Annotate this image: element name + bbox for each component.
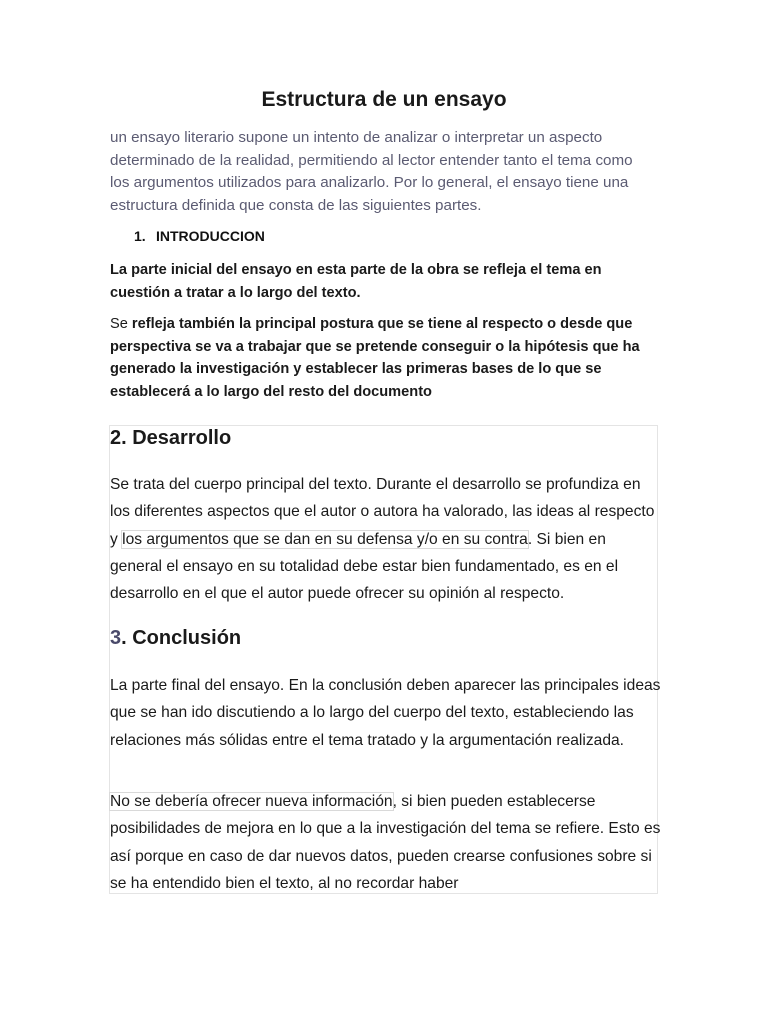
- section-heading-label: INTRODUCCION: [156, 228, 265, 244]
- desarrollo-paragraph: [110, 471, 662, 607]
- paragraph-text: . Si bien en general el ensayo en su totalidad debe estar bien fundamentado, es en el desarrollo en el que el autor puede ofrecer su opinión al respecto.: [110, 530, 619, 603]
- paragraph-lead-word: Se: [110, 316, 128, 332]
- introduccion-paragraph-2: [110, 313, 655, 403]
- conclusion-paragraph-1: La parte final del ensayo. En la conclusión deben aparecer las principales ideas que se han ido discutiendo a lo largo del cuerpo del texto, estableciendo las relaciones más sólidas entre el tema tratado y la argumentación realizada.: [110, 677, 661, 749]
- conclusion-paragraph-2: [110, 788, 662, 897]
- introduccion-paragraph-1: La parte inicial del ensayo en esta parte de la obra se refleja el tema en cuestión a tratar a lo largo del texto.: [110, 262, 602, 301]
- section-number: 1.: [134, 228, 146, 244]
- paragraph-text: refleja también la principal postura que se tiene al respecto o desde que perspectiva se va a trabajar que se pretende conseguir o la hipótesis que ha generado la investigación y establecer las primeras bases de lo que se establecerá a lo largo del resto del documento: [110, 316, 640, 400]
- intro-paragraph: un ensayo literario supone un intento de analizar o interpretar un aspecto determinado de la realidad, permitiendo al lector entender tanto el tema como los argumentos utilizados para analizarlo. Por lo general, el ensayo tiene una estructura definida que consta de las siguientes partes.: [110, 129, 633, 214]
- page-title: Estructura de un ensayo: [261, 88, 507, 111]
- highlighted-phrase: No se debería ofrecer nueva información: [110, 793, 393, 810]
- section-heading-desarrollo: 2. Desarrollo: [110, 427, 232, 449]
- highlighted-phrase: los argumentos que se dan en su defensa y/o en su contra: [122, 530, 528, 548]
- paragraph-text: , si bien pueden establecerse posibilidades de mejora en lo que a la investigación del tema se refiere. Esto es así porque en caso de dar nuevos datos, pueden crearse confusiones sobre si se ha entendido bien el texto, al no recordar haber: [110, 793, 661, 892]
- section-heading-conclusion: [110, 627, 241, 650]
- paragraph-text: Se trata del cuerpo principal del texto. Durante el desarrollo se profundiza en los diferentes aspectos que el autor o autora ha valorado, las ideas al respecto y: [110, 476, 655, 548]
- section-number: 3: [110, 627, 122, 649]
- section-heading-label: . Conclusión: [121, 627, 242, 649]
- section-heading-introduccion: [134, 228, 265, 244]
